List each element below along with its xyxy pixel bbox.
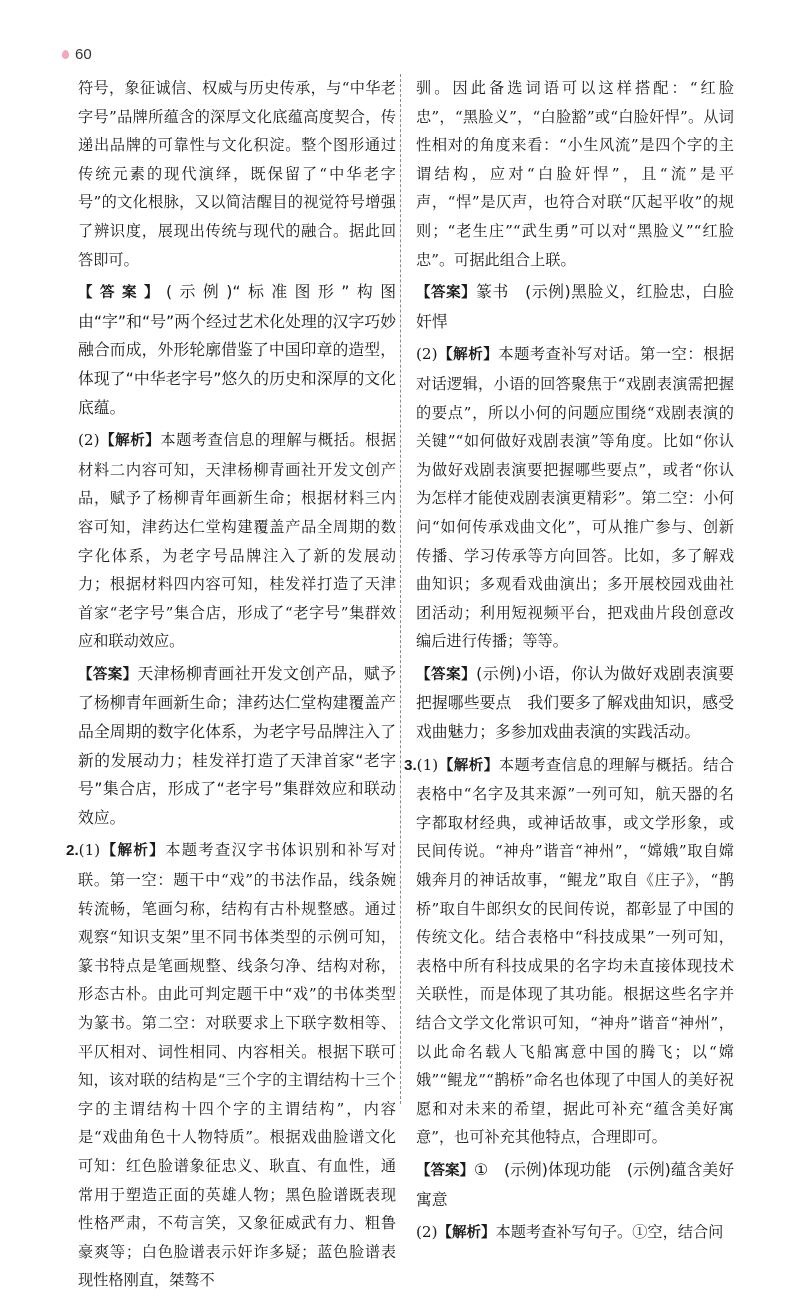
analysis-block [78,426,396,656]
answer-tag: 【答案】 [416,285,477,302]
sub-question-number: (2) [78,431,100,450]
paragraph-text: 驯。因此备选词语可以这样搭配：“红脸忠”，“黑脸义”，“白脸豁”或“白脸奸悍”。从词性相对的角度来看：“小生风流”是四个字的主谓结构，应对“白脸奸悍”，且“流”是平声，“悍”是仄声，也符合对联“仄起平收”的规则；“老生庄”“武生勇”可以对“黑脸义”“红脸忠”。可据此组合上联。 [416,79,734,269]
sub-question-number: (2) [416,345,438,364]
question-number: 3. [404,756,417,774]
analysis-tag: 【解析】 [437,1225,496,1242]
answer-block [416,660,734,747]
analysis-tag: 【解析】 [100,843,166,860]
sub-question-number: (1) [416,755,439,774]
answer-tag: 【答案】 [416,666,477,683]
page-header [62,46,92,63]
analysis-paragraph [416,74,734,274]
analysis-text: 本题考查信息的理解与概括。根据材料二内容可知，天津杨柳青画社开发文创产品，赋予了杨柳青年画新生命；根据材料三内容可知，津药达仁堂构建覆盖产品全周期的数字化体系，为老字号品牌注入了新的发展动力；根据材料四内容可知，桂发祥打造了天津首家“老字号”集合店，形成了“老字号”集群效应和联动效应。 [78,431,397,651]
analysis-text: 本题考查信息的理解与概括。结合表格中“名字及其来源”一列可知，航天器的名字都取材经典，或神话故事，或文学形象，或民间传说。“神舟”谐音“神州”，“嫦娥”取自嫦娥奔月的神话故事，“鲲龙”取自《庄子》，“鹊桥”取自牛郎织女的民间传说，都彰显了中国的传统文化。结合表格中“科技成果”一列可知，表格中所有科技成果的名字均未直接体现技术关联性，而是体现了其功能。根据这些名字并结合文学文化常识可知，“神舟”谐音“神州”，以此命名载人飞船寓意中国的腾飞；以“嫦娥”“鲲龙”“鹊桥”命名也体现了中国人的美好祝愿和对未来的希望，据此可补充“蕴含美好寓意”，也可补充其他特点，合理即可。 [416,755,735,1147]
left-column [66,74,397,1299]
analysis-tag: 【解析】 [438,757,499,774]
sub-question-number: (2) [416,1223,438,1242]
question-3-analysis [404,751,735,1152]
sub-question-number: (1) [78,841,101,860]
answer-text: ① (示例)体现功能 (示例)蕴含美好寓意 [416,1159,734,1209]
answer-tag: 【答案】 [78,285,166,302]
analysis-tag: 【解析】 [437,347,499,364]
answer-block [78,660,396,833]
answer-block [416,1156,734,1214]
analysis-block [416,1218,734,1248]
petal-icon [62,50,69,59]
answer-block [78,278,396,422]
analysis-text: 本题考查汉字书体识别和补写对联。第一空：题干中“戏”的书法作品，线条婉转流畅，笔画匀称，结构有古朴规整感。通过观察“知识支架”里不同书体类型的示例可知，篆书特点是笔画规整、线条匀净、结构对称，形态古朴。由此可判定题干中“戏”的书体类型为篆书。第二空：对联要求上下联字数相等、平仄相对、词性相同、内容相关。根据下联可知，该对联的结构是“三个字的主谓结构十三个字的主谓结构十四个字的主谓结构”，内容是“戏曲角色十人物特质”。根据戏曲脸谱文化可知：红色脸谱象征忠义、耿直、有血性，通常用于塑造正面的英雄人物；黑色脸谱既表现性格严肃，不苟言笑，又象征威武有力、粗鲁豪爽等；白色脸谱表示奸诈多疑；蓝色脸谱表现性格刚直，桀骜不 [78,841,397,1290]
question-number: 2. [66,842,79,860]
analysis-paragraph [78,74,396,274]
analysis-text: 本题考查补写句子。①空，结合问 [495,1223,724,1242]
analysis-block [416,340,734,656]
answer-tag: 【答案】 [78,666,138,683]
analysis-text: 本题考查补写对话。第一空：根据对话逻辑，小语的回答聚焦于“戏剧表演需把握的要点”，所以小何的问题应围绕“戏剧表演的关键”“如何做好戏剧表演”等角度。比如“你认为做好戏剧表演要把握哪些要点”，或者“你认为怎样才能使戏剧表演更精彩”。第二空：小何问“如何传承戏曲文化”，可从推广参与、创新传播、学习传承等方向回答。比如，多了解戏曲知识；多观看戏曲演出；多开展校园戏曲社团活动；利用短视频平台，把戏曲片段创意改编后进行传播；等等。 [416,345,735,651]
answer-text: 篆书 (示例)黑脸义，红脸忠，白脸奸悍 [416,282,735,331]
answer-text: (示例)“标准图形”构图由“字”和“号”两个经过艺术化处理的汉字巧妙融合而成，外形轮廓借鉴了中国印章的造型，体现了“中华老字号”悠久的历史和深厚的文化底蕴。 [78,282,396,417]
paragraph-text: 符号，象征诚信、权威与历史传承，与“中华老字号”品牌所蕴含的深厚文化底蕴高度契合，传递出品牌的可靠性与文化积淀。整个图形通过传统元素的现代演绎，既保留了“中华老字号”的文化根脉，又以简洁醒目的视觉符号增强了辨识度，展现出传统与现代的融合。据此回答即可。 [78,79,396,269]
page-number: 60 [75,46,92,63]
answer-text: (示例)小语，你认为做好戏剧表演要把握哪些要点 我们要多了解戏曲知识，感受戏曲魅力；多参加戏曲表演的实践活动。 [416,663,735,742]
answer-block [416,278,734,336]
answer-tag: 【答案】 [416,1162,475,1179]
right-column [404,74,735,1252]
question-2-analysis [66,836,397,1295]
answer-text: 天津杨柳青画社开发文创产品，赋予了杨柳青年画新生命；津药达仁堂构建覆盖产品全周期的数字化体系，为老字号品牌注入了新的发展动力；桂发祥打造了天津首家“老字号”集合店，形成了“老字号”集群效应和联动效应。 [78,663,396,827]
column-divider [400,74,401,1104]
analysis-tag: 【解析】 [99,433,161,450]
